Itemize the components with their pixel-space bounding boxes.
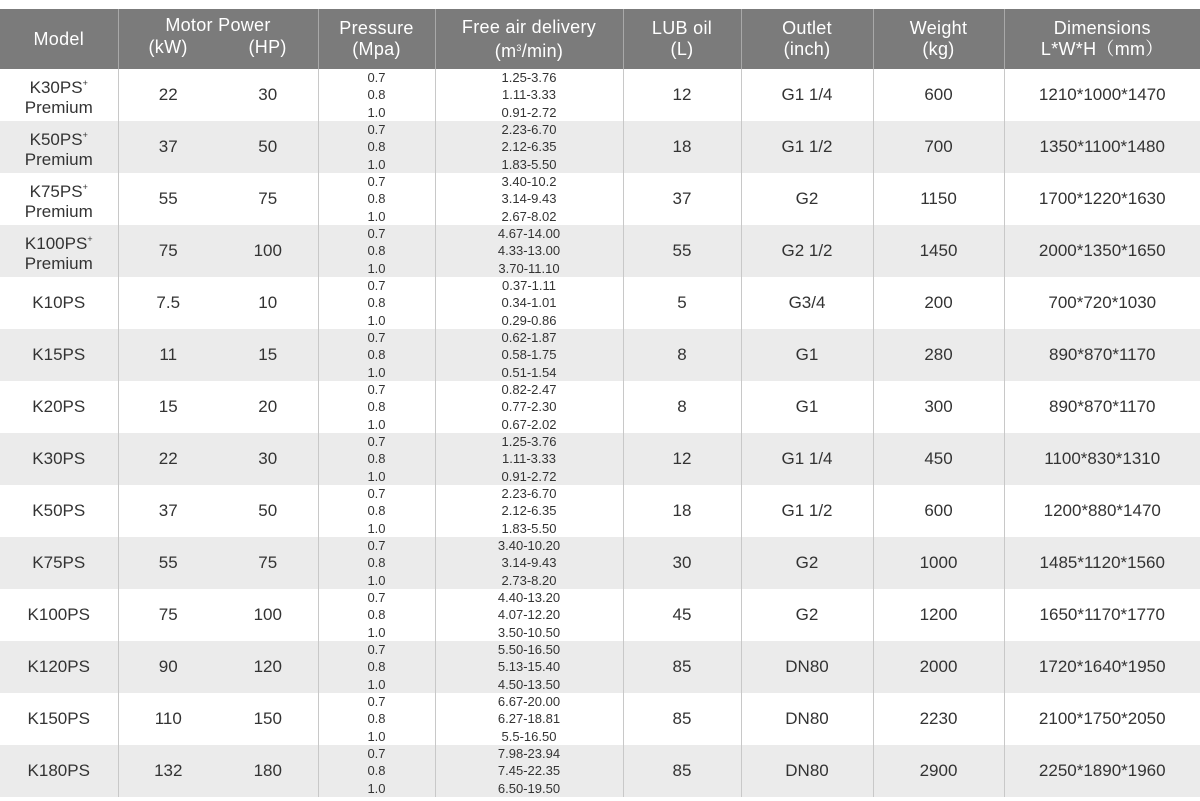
pressure-value: 0.7 bbox=[367, 486, 386, 502]
weight-cell: 2230 bbox=[873, 693, 1004, 745]
hp-cell: 120 bbox=[253, 657, 282, 676]
dimensions-cell: 700*720*1030 bbox=[1004, 277, 1200, 329]
table-row bbox=[0, 485, 1200, 537]
pressure-value: 0.7 bbox=[367, 70, 386, 86]
outlet-cell: G1 1/2 bbox=[741, 121, 873, 173]
table-row bbox=[0, 225, 1200, 277]
model-name bbox=[0, 553, 118, 573]
weight-cell: 300 bbox=[873, 381, 1004, 433]
dimensions-cell: 1350*1100*1480 bbox=[1004, 121, 1200, 173]
delivery-cell bbox=[435, 121, 623, 173]
pressure-value: 0.7 bbox=[367, 382, 386, 398]
weight-cell: 1150 bbox=[873, 173, 1004, 225]
pressure-value: 1.0 bbox=[367, 468, 386, 484]
header-outlet: Outlet (inch) bbox=[741, 9, 873, 69]
delivery-value: 3.70-11.10 bbox=[498, 260, 560, 276]
model-code: K100PS bbox=[24, 233, 88, 253]
pressure-value: 0.8 bbox=[367, 295, 386, 311]
table-row bbox=[0, 693, 1200, 745]
table-row bbox=[0, 173, 1200, 225]
dimensions-cell: 1210*1000*1470 bbox=[1004, 69, 1200, 121]
delivery-value: 4.40-13.20 bbox=[497, 590, 561, 606]
pressure-value: 0.8 bbox=[367, 607, 386, 623]
model-code: K10PS bbox=[32, 293, 86, 312]
lub-oil-cell: 85 bbox=[623, 641, 741, 693]
pressure-value: 0.8 bbox=[367, 139, 386, 155]
weight-cell: 450 bbox=[873, 433, 1004, 485]
pressure-cell bbox=[318, 121, 435, 173]
model-cell bbox=[0, 121, 118, 173]
table-body bbox=[0, 69, 1200, 797]
dimensions-cell: 1200*880*1470 bbox=[1004, 485, 1200, 537]
pressure-value: 0.8 bbox=[367, 243, 386, 259]
model-name bbox=[0, 293, 118, 313]
model-code: K180PS bbox=[27, 761, 90, 780]
delivery-value: 0.77-2.30 bbox=[501, 399, 557, 415]
delivery-value: 4.07-12.20 bbox=[497, 607, 561, 623]
outlet-cell: G1 bbox=[741, 329, 873, 381]
pressure-cell bbox=[318, 485, 435, 537]
model-name bbox=[0, 397, 118, 417]
model-code: K120PS bbox=[27, 657, 90, 676]
model-name bbox=[0, 177, 118, 202]
pressure-value: 0.8 bbox=[367, 451, 386, 467]
model-cell bbox=[0, 381, 118, 433]
delivery-cell bbox=[435, 381, 623, 433]
pressure-value: 1.0 bbox=[367, 260, 386, 276]
model-name bbox=[0, 73, 118, 98]
table-row bbox=[0, 381, 1200, 433]
header-free-air-delivery: Free air delivery $(m^3/\min)$ bbox=[435, 9, 623, 69]
dimensions-cell: 1700*1220*1630 bbox=[1004, 173, 1200, 225]
hp-cell: 30 bbox=[258, 85, 278, 104]
dimensions-cell: 890*870*1170 bbox=[1004, 381, 1200, 433]
header-model: Model bbox=[33, 28, 85, 49]
lub-oil-cell: 18 bbox=[623, 121, 741, 173]
pressure-value: 0.8 bbox=[367, 87, 386, 103]
pressure-cell bbox=[318, 69, 435, 121]
spec-table bbox=[0, 9, 1200, 797]
model-plus-mark: + bbox=[82, 181, 88, 192]
model-plus-mark: + bbox=[82, 129, 88, 140]
delivery-value: 0.58-1.75 bbox=[501, 347, 557, 363]
outlet-cell: G1 1/4 bbox=[741, 433, 873, 485]
outlet-cell: DN80 bbox=[741, 693, 873, 745]
pressure-value: 1.0 bbox=[367, 780, 386, 796]
delivery-value: 1.25-3.76 bbox=[501, 70, 557, 86]
delivery-value: 0.51-1.54 bbox=[501, 364, 557, 380]
delivery-value: 4.33-13.00 bbox=[497, 243, 561, 259]
header-hp-unit: (HP) bbox=[248, 37, 287, 57]
pressure-value: 0.8 bbox=[367, 399, 386, 415]
hp-cell: 30 bbox=[258, 449, 278, 468]
pressure-value: 0.7 bbox=[367, 226, 386, 242]
pressure-value: 1.0 bbox=[367, 728, 386, 744]
table-row bbox=[0, 277, 1200, 329]
pressure-value: 1.0 bbox=[367, 208, 386, 224]
hp-cell: 15 bbox=[258, 345, 278, 364]
delivery-value: 2.73-8.20 bbox=[501, 572, 557, 588]
model-cell bbox=[0, 329, 118, 381]
delivery-value: 4.50-13.50 bbox=[497, 676, 561, 692]
hp-cell: 100 bbox=[253, 605, 282, 624]
delivery-value: 6.67-20.00 bbox=[497, 694, 561, 710]
hp-cell: 75 bbox=[258, 189, 278, 208]
delivery-cell bbox=[435, 485, 623, 537]
pressure-value: 1.0 bbox=[367, 104, 386, 120]
outlet-cell: G3/4 bbox=[741, 277, 873, 329]
pressure-value: 0.8 bbox=[367, 503, 386, 519]
delivery-cell bbox=[435, 173, 623, 225]
pressure-value: 0.7 bbox=[367, 746, 386, 762]
model-plus-mark: + bbox=[82, 77, 88, 88]
pressure-cell bbox=[318, 537, 435, 589]
delivery-value: 0.82-2.47 bbox=[501, 382, 557, 398]
delivery-cell bbox=[435, 641, 623, 693]
lub-oil-cell: 85 bbox=[623, 693, 741, 745]
model-code: K150PS bbox=[27, 709, 90, 728]
delivery-cell bbox=[435, 329, 623, 381]
model-code: K50PS bbox=[32, 501, 86, 520]
model-plus-mark: + bbox=[87, 233, 93, 244]
delivery-value: 6.50-19.50 bbox=[497, 780, 561, 796]
table-row bbox=[0, 329, 1200, 381]
kw-cell: 37 bbox=[118, 121, 218, 173]
delivery-value: 3.14-9.43 bbox=[501, 191, 557, 207]
delivery-value: 1.25-3.76 bbox=[501, 434, 557, 450]
header-pressure-unit: (Mpa) bbox=[352, 39, 401, 59]
hp-cell: 20 bbox=[258, 397, 278, 416]
dimensions-cell: 2000*1350*1650 bbox=[1004, 225, 1200, 277]
table-row bbox=[0, 433, 1200, 485]
delivery-value: 6.27-18.81 bbox=[497, 711, 561, 727]
delivery-cell bbox=[435, 225, 623, 277]
delivery-value: 2.12-6.35 bbox=[501, 503, 557, 519]
model-cell bbox=[0, 277, 118, 329]
model-name bbox=[0, 229, 118, 254]
delivery-value: 0.62-1.87 bbox=[501, 330, 557, 346]
delivery-value: 0.37-1.11 bbox=[502, 278, 556, 294]
delivery-value: 1.11-3.33 bbox=[502, 451, 556, 467]
delivery-value: 2.67-8.02 bbox=[501, 208, 557, 224]
model-cell bbox=[0, 537, 118, 589]
pressure-value: 1.0 bbox=[367, 624, 386, 640]
model-name bbox=[0, 605, 118, 625]
hp-cell: 75 bbox=[258, 553, 278, 572]
model-name bbox=[0, 761, 118, 781]
kw-cell: 22 bbox=[118, 433, 218, 485]
weight-cell: 1450 bbox=[873, 225, 1004, 277]
delivery-value: 2.12-6.35 bbox=[501, 139, 557, 155]
lub-oil-cell: 55 bbox=[623, 225, 741, 277]
pressure-value: 0.8 bbox=[367, 191, 386, 207]
outlet-cell: G1 1/2 bbox=[741, 485, 873, 537]
weight-cell: 600 bbox=[873, 69, 1004, 121]
kw-cell: 55 bbox=[118, 173, 218, 225]
delivery-value: 2.23-6.70 bbox=[501, 486, 557, 502]
pressure-cell bbox=[318, 329, 435, 381]
hp-cell: 180 bbox=[253, 761, 282, 780]
table-row bbox=[0, 641, 1200, 693]
header-outlet-unit: (inch) bbox=[783, 39, 831, 59]
pressure-value: 0.7 bbox=[367, 642, 386, 658]
model-cell bbox=[0, 173, 118, 225]
kw-cell: 55 bbox=[118, 537, 218, 589]
pressure-value: 0.7 bbox=[367, 330, 386, 346]
model-code: K30PS bbox=[32, 449, 86, 468]
model-code: K30PS bbox=[29, 77, 83, 97]
outlet-cell: G2 bbox=[741, 537, 873, 589]
dimensions-cell: 2250*1890*1960 bbox=[1004, 745, 1200, 797]
pressure-value: 1.0 bbox=[367, 312, 386, 328]
header-dimensions-unit: L*W*H（mm） bbox=[1040, 39, 1164, 59]
pressure-value: 0.8 bbox=[367, 347, 386, 363]
header-motor-power-label: Motor Power bbox=[165, 15, 271, 35]
model-cell bbox=[0, 745, 118, 797]
lub-oil-cell: 8 bbox=[623, 329, 741, 381]
delivery-value: 0.29-0.86 bbox=[501, 312, 557, 328]
delivery-value: 0.34-1.01 bbox=[501, 295, 557, 311]
delivery-value: 3.50-10.50 bbox=[497, 624, 561, 640]
weight-cell: 1200 bbox=[873, 589, 1004, 641]
delivery-value: 0.91-2.72 bbox=[501, 468, 557, 484]
delivery-cell bbox=[435, 745, 623, 797]
pressure-cell bbox=[318, 589, 435, 641]
header-lub-oil: LUB oil (L) bbox=[623, 9, 741, 69]
outlet-cell: G1 bbox=[741, 381, 873, 433]
delivery-value: 1.11-3.33 bbox=[502, 87, 556, 103]
pressure-cell bbox=[318, 173, 435, 225]
lub-oil-cell: 8 bbox=[623, 381, 741, 433]
model-code: K75PS bbox=[32, 553, 86, 572]
table-row bbox=[0, 745, 1200, 797]
pressure-value: 1.0 bbox=[367, 156, 386, 172]
lub-oil-cell: 85 bbox=[623, 745, 741, 797]
lub-oil-cell: 18 bbox=[623, 485, 741, 537]
header-weight: Weight (kg) bbox=[873, 9, 1004, 69]
model-suffix: Premium bbox=[24, 201, 93, 221]
delivery-value: 2.23-6.70 bbox=[501, 122, 557, 138]
delivery-value: 4.67-14.00 bbox=[497, 226, 561, 242]
kw-cell: 75 bbox=[118, 589, 218, 641]
pressure-value: 0.7 bbox=[367, 694, 386, 710]
weight-cell: 2900 bbox=[873, 745, 1004, 797]
kw-cell: 7.5 bbox=[118, 277, 218, 329]
header-weight-unit: (kg) bbox=[922, 39, 955, 59]
model-suffix: Premium bbox=[24, 253, 93, 273]
dimensions-cell: 1650*1170*1770 bbox=[1004, 589, 1200, 641]
pressure-cell bbox=[318, 381, 435, 433]
hp-cell: 50 bbox=[258, 501, 278, 520]
delivery-value: 5.50-16.50 bbox=[497, 642, 561, 658]
weight-cell: 280 bbox=[873, 329, 1004, 381]
pressure-cell bbox=[318, 225, 435, 277]
pressure-cell bbox=[318, 641, 435, 693]
delivery-value: 3.14-9.43 bbox=[501, 555, 557, 571]
weight-cell: 700 bbox=[873, 121, 1004, 173]
hp-cell: 150 bbox=[253, 709, 282, 728]
table-header-row bbox=[0, 9, 1200, 69]
kw-cell: 90 bbox=[118, 641, 218, 693]
model-name bbox=[0, 501, 118, 521]
delivery-cell bbox=[435, 433, 623, 485]
delivery-value: 1.83-5.50 bbox=[501, 520, 557, 536]
outlet-cell: DN80 bbox=[741, 745, 873, 797]
header-dimensions: Dimensions L*W*H（mm） bbox=[1004, 9, 1200, 69]
delivery-cell bbox=[435, 69, 623, 121]
pressure-value: 0.7 bbox=[367, 434, 386, 450]
delivery-value: 5.5-16.50 bbox=[501, 728, 557, 744]
weight-cell: 1000 bbox=[873, 537, 1004, 589]
model-cell bbox=[0, 485, 118, 537]
pressure-cell bbox=[318, 433, 435, 485]
hp-cell: 50 bbox=[258, 137, 278, 156]
delivery-value: 7.45-22.35 bbox=[497, 763, 561, 779]
header-motor-power bbox=[118, 9, 318, 69]
model-cell bbox=[0, 589, 118, 641]
header-pressure: Pressure (Mpa) bbox=[318, 9, 435, 69]
kw-cell: 132 bbox=[118, 745, 218, 797]
delivery-cell bbox=[435, 693, 623, 745]
header-kw-unit: (kW) bbox=[148, 37, 188, 57]
model-cell bbox=[0, 225, 118, 277]
table-row bbox=[0, 69, 1200, 121]
lub-oil-cell: 12 bbox=[623, 69, 741, 121]
model-cell bbox=[0, 433, 118, 485]
table-row bbox=[0, 537, 1200, 589]
model-code: K75PS bbox=[29, 181, 83, 201]
delivery-value: 1.83-5.50 bbox=[501, 156, 557, 172]
delivery-value: 3.40-10.2 bbox=[501, 174, 557, 190]
kw-cell: 22 bbox=[118, 69, 218, 121]
dimensions-cell: 2100*1750*2050 bbox=[1004, 693, 1200, 745]
pressure-cell bbox=[318, 277, 435, 329]
dimensions-cell: 1720*1640*1950 bbox=[1004, 641, 1200, 693]
kw-cell: 15 bbox=[118, 381, 218, 433]
weight-cell: 200 bbox=[873, 277, 1004, 329]
lub-oil-cell: 37 bbox=[623, 173, 741, 225]
outlet-cell: G2 bbox=[741, 589, 873, 641]
delivery-value: 5.13-15.40 bbox=[497, 659, 561, 675]
lub-oil-cell: 5 bbox=[623, 277, 741, 329]
table-row bbox=[0, 589, 1200, 641]
hp-cell: 100 bbox=[253, 241, 282, 260]
pressure-value: 1.0 bbox=[367, 676, 386, 692]
pressure-value: 1.0 bbox=[367, 416, 386, 432]
pressure-value: 0.8 bbox=[367, 711, 386, 727]
header-delivery-unit: $(m^3/\min)$ bbox=[494, 40, 564, 61]
model-name bbox=[0, 345, 118, 365]
pressure-value: 0.7 bbox=[367, 278, 386, 294]
model-suffix: Premium bbox=[24, 97, 93, 117]
outlet-cell: G1 1/4 bbox=[741, 69, 873, 121]
dimensions-cell: 1485*1120*1560 bbox=[1004, 537, 1200, 589]
header-lub-unit: (L) bbox=[670, 39, 694, 59]
model-name bbox=[0, 657, 118, 677]
dimensions-cell: 890*870*1170 bbox=[1004, 329, 1200, 381]
delivery-cell bbox=[435, 277, 623, 329]
dimensions-cell: 1100*830*1310 bbox=[1004, 433, 1200, 485]
delivery-value: 0.91-2.72 bbox=[501, 104, 557, 120]
pressure-value: 0.8 bbox=[367, 555, 386, 571]
lub-oil-cell: 45 bbox=[623, 589, 741, 641]
outlet-cell: G2 bbox=[741, 173, 873, 225]
model-suffix: Premium bbox=[24, 149, 93, 169]
pressure-value: 1.0 bbox=[367, 364, 386, 380]
kw-cell: 75 bbox=[118, 225, 218, 277]
delivery-value: 0.67-2.02 bbox=[501, 416, 557, 432]
outlet-cell: G2 1/2 bbox=[741, 225, 873, 277]
weight-cell: 2000 bbox=[873, 641, 1004, 693]
pressure-cell bbox=[318, 745, 435, 797]
delivery-cell bbox=[435, 589, 623, 641]
outlet-cell: DN80 bbox=[741, 641, 873, 693]
model-code: K50PS bbox=[29, 129, 83, 149]
pressure-value: 0.7 bbox=[367, 538, 386, 554]
pressure-value: 0.8 bbox=[367, 763, 386, 779]
model-name bbox=[0, 449, 118, 469]
weight-cell: 600 bbox=[873, 485, 1004, 537]
pressure-value: 0.7 bbox=[367, 590, 386, 606]
delivery-value: 7.98-23.94 bbox=[497, 746, 561, 762]
pressure-value: 1.0 bbox=[367, 520, 386, 536]
model-code: K100PS bbox=[27, 605, 90, 624]
hp-cell: 10 bbox=[258, 293, 278, 312]
pressure-value: 0.8 bbox=[367, 659, 386, 675]
lub-oil-cell: 30 bbox=[623, 537, 741, 589]
kw-cell: 11 bbox=[118, 329, 218, 381]
kw-cell: 110 bbox=[118, 693, 218, 745]
model-cell bbox=[0, 69, 118, 121]
model-cell bbox=[0, 693, 118, 745]
delivery-value: 3.40-10.20 bbox=[497, 538, 561, 554]
model-name bbox=[0, 125, 118, 150]
lub-oil-cell: 12 bbox=[623, 433, 741, 485]
model-code: K20PS bbox=[32, 397, 86, 416]
model-code: K15PS bbox=[32, 345, 86, 364]
pressure-value: 0.7 bbox=[367, 174, 386, 190]
table-row bbox=[0, 121, 1200, 173]
pressure-cell bbox=[318, 693, 435, 745]
kw-cell: 37 bbox=[118, 485, 218, 537]
model-cell bbox=[0, 641, 118, 693]
pressure-value: 1.0 bbox=[367, 572, 386, 588]
delivery-cell bbox=[435, 537, 623, 589]
pressure-value: 0.7 bbox=[367, 122, 386, 138]
model-name bbox=[0, 709, 118, 729]
